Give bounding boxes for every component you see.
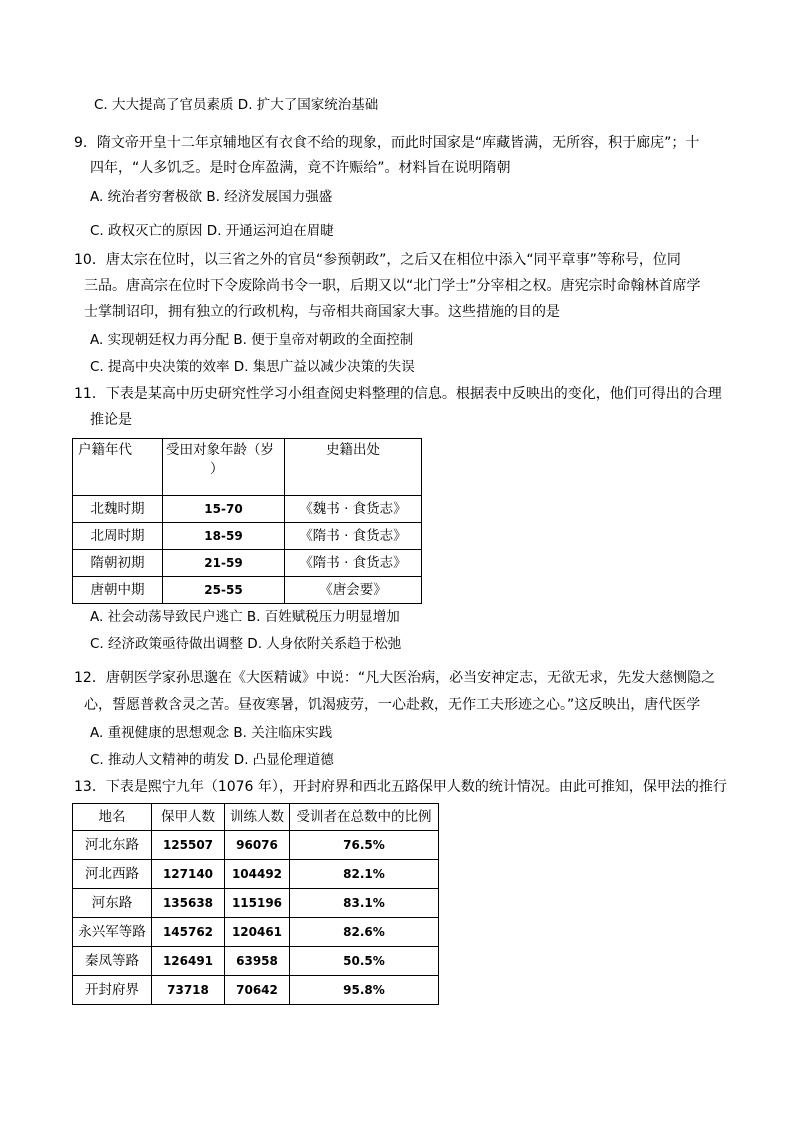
table-cell: 北魏时期 [73, 496, 163, 523]
table-cell: 82.6% [290, 918, 439, 947]
option-line-10-cd: C. 提高中央决策的效率 D. 集思广益以减少决策的失误 [90, 359, 415, 375]
table-cell: 25-55 [163, 577, 285, 604]
table-cell: 76.5% [290, 831, 439, 860]
table-row [73, 550, 422, 577]
question-11-line-2: 推论是 [90, 412, 132, 428]
question-10-line-2: 三品。唐高宗在位时下令废除尚书令一职，后期又以“北门学士”分宰相之权。唐宪宗时命翰林首席学 [84, 278, 701, 294]
option-line-9-ab: A. 统治者穷奢极欲 B. 经济发展国力强盛 [90, 189, 333, 205]
table-cell: 145762 [152, 918, 225, 947]
table-cell: 104492 [225, 860, 290, 889]
table-cell: 73718 [152, 976, 225, 1005]
question-11-line-1: 11．下表是某高中历史研究性学习小组查阅史料整理的信息。根据表中反映出的变化，他们可得出的合理 [74, 386, 722, 402]
option-line-11-ab: A. 社会动荡导致民户逃亡 B. 百姓赋税压力明显增加 [90, 609, 400, 625]
table-header-cell: 户籍年代 [73, 439, 163, 496]
table-header-cell: 训练人数 [225, 804, 290, 831]
table-cell: 50.5% [290, 947, 439, 976]
baojia-statistics-table [72, 803, 439, 1005]
question-13-line-1: 13．下表是熙宁九年（1076 年），开封府界和西北五路保甲人数的统计情况。由此可推知，保甲法的推行 [74, 779, 727, 795]
table-cell: 河北东路 [73, 831, 152, 860]
table-cell: 《唐会要》 [285, 577, 422, 604]
table-cell: 125507 [152, 831, 225, 860]
table-cell: 秦凤等路 [73, 947, 152, 976]
table-header-row [73, 439, 422, 496]
table-cell: 唐朝中期 [73, 577, 163, 604]
table-cell: 83.1% [290, 889, 439, 918]
question-10-line-3: 士掌制诏印，拥有独立的行政机构，与帝相共商国家大事。这些措施的目的是 [84, 304, 560, 320]
land-allocation-table [72, 438, 422, 604]
table-cell: 127140 [152, 860, 225, 889]
table-cell: 82.1% [290, 860, 439, 889]
table-row [73, 918, 439, 947]
table-header-cell: 保甲人数 [152, 804, 225, 831]
table-cell: 135638 [152, 889, 225, 918]
table-header-cell: 史籍出处 [285, 439, 422, 496]
table-row [73, 976, 439, 1005]
table-cell: 120461 [225, 918, 290, 947]
question-10-line-1: 10．唐太宗在位时，以三省之外的官员“参预朝政”，之后又在相位中添入“同平章事”等称号，位同 [74, 252, 681, 268]
table-cell: 15-70 [163, 496, 285, 523]
table-row [73, 577, 422, 604]
table-cell: 《隋书 · 食货志》 [285, 550, 422, 577]
option-line-8-cd: C. 大大提高了官员素质 D. 扩大了国家统治基础 [94, 97, 379, 113]
option-line-11-cd: C. 经济政策亟待做出调整 D. 人身依附关系趋于松弛 [90, 636, 402, 652]
table-cell: 北周时期 [73, 523, 163, 550]
option-line-10-ab: A. 实现朝廷权力再分配 B. 便于皇帝对朝政的全面控制 [90, 332, 414, 348]
question-9-line-1: 9．隋文帝开皇十二年京辅地区有衣食不给的现象，而此时国家是“库藏皆满，无所容，积于廊庑”；十 [74, 135, 700, 151]
table-row [73, 496, 422, 523]
table-cell: 95.8% [290, 976, 439, 1005]
table-cell: 隋朝初期 [73, 550, 163, 577]
table-header-cell [163, 439, 285, 496]
table-cell: 河东路 [73, 889, 152, 918]
table-header-cell: 受训者在总数中的比例 [290, 804, 439, 831]
table-cell: 河北西路 [73, 860, 152, 889]
option-line-12-ab: A. 重视健康的思想观念 B. 关注临床实践 [90, 725, 333, 741]
question-12-line-2: 心，誓愿普救含灵之苦。昼夜寒暑，饥渴疲劳，一心赴救，无作工夫形迹之心。”这反映出，唐代医学 [84, 697, 701, 713]
table-row [73, 831, 439, 860]
table-header-row [73, 804, 439, 831]
table-cell: 96076 [225, 831, 290, 860]
table-cell: 开封府界 [73, 976, 152, 1005]
table-row [73, 860, 439, 889]
table-row [73, 523, 422, 550]
header-text-part: ） [210, 461, 224, 477]
table-header-cell: 地名 [73, 804, 152, 831]
question-12-line-1: 12．唐朝医学家孙思邈在《大医精诚》中说：“凡大医治病，必当安神定志，无欲无求，先发大慈恻隐之 [74, 670, 716, 686]
header-text-part: 受田对象年龄（岁 [166, 442, 274, 458]
table-cell: 《魏书 · 食货志》 [285, 496, 422, 523]
table-cell: 18-59 [163, 523, 285, 550]
table-cell: 126491 [152, 947, 225, 976]
table-cell: 70642 [225, 976, 290, 1005]
question-9-line-2: 四年，“人多饥乏。是时仓库盈满，竟不许赈给”。材料旨在说明隋朝 [90, 160, 511, 176]
table-row [73, 947, 439, 976]
option-line-12-cd: C. 推动人文精神的萌发 D. 凸显伦理道德 [90, 752, 334, 768]
option-line-9-cd: C. 政权灭亡的原因 D. 开通运河迫在眉睫 [90, 223, 334, 239]
table-cell: 21-59 [163, 550, 285, 577]
table-cell: 115196 [225, 889, 290, 918]
table-cell: 63958 [225, 947, 290, 976]
table-cell: 《隋书 · 食货志》 [285, 523, 422, 550]
table-row [73, 889, 439, 918]
table-cell: 永兴军等路 [73, 918, 152, 947]
